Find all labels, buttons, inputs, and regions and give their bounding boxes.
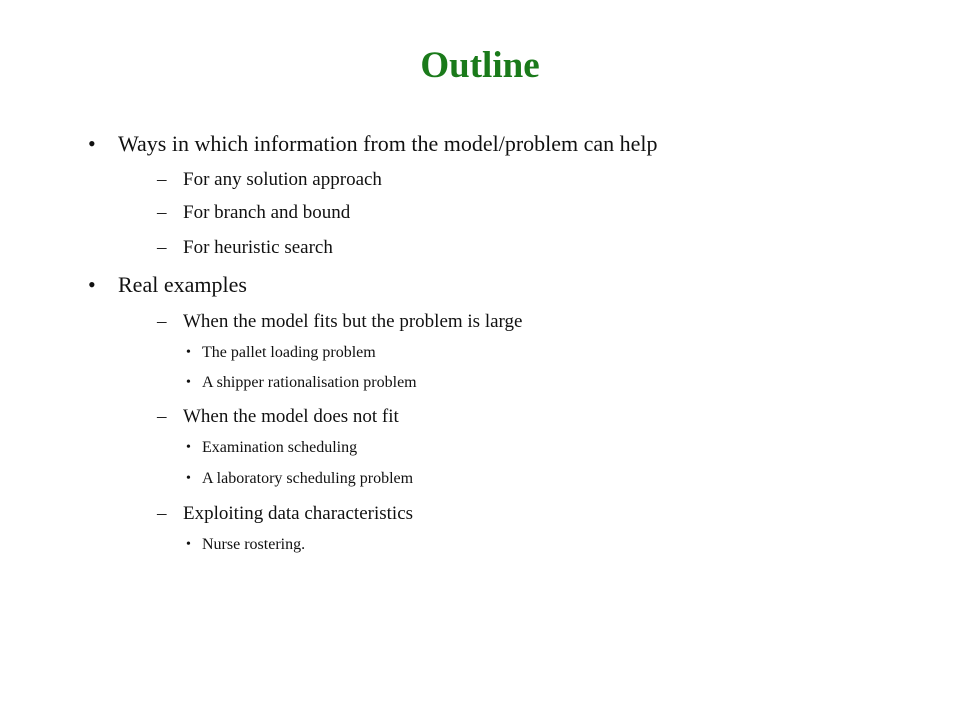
list-item-text: A laboratory scheduling problem xyxy=(202,470,414,487)
bullet-icon: • xyxy=(186,440,191,455)
list-item-text: For branch and bound xyxy=(183,202,351,223)
bullet-icon: • xyxy=(88,272,96,297)
bullet-icon: • xyxy=(186,345,191,360)
list-item-text: Exploiting data characteristics xyxy=(183,503,414,524)
dash-icon: – xyxy=(157,169,167,190)
list-item-text: Nurse rostering. xyxy=(202,536,306,553)
slide-title: Outline xyxy=(420,45,540,86)
bullet-icon: • xyxy=(186,375,191,390)
list-item-text: A shipper rationalisation problem xyxy=(202,374,417,391)
bullet-icon: • xyxy=(186,537,191,552)
dash-icon: – xyxy=(157,237,167,258)
list-item-text: Examination scheduling xyxy=(202,439,358,456)
list-item-text: Real examples xyxy=(118,272,247,297)
list-item-text: When the model does not fit xyxy=(183,406,399,427)
bullet-icon: • xyxy=(186,471,191,486)
list-item-text: For heuristic search xyxy=(183,237,333,258)
list-item-text: For any solution approach xyxy=(183,169,382,190)
dash-icon: – xyxy=(157,503,167,524)
list-item-text: When the model fits but the problem is large xyxy=(183,311,523,332)
dash-icon: – xyxy=(157,202,167,223)
dash-icon: – xyxy=(157,406,167,427)
list-item-text: The pallet loading problem xyxy=(202,344,376,361)
list-item-text: Ways in which information from the model/problem can help xyxy=(118,131,658,156)
bullet-icon: • xyxy=(88,131,96,156)
dash-icon: – xyxy=(157,311,167,332)
